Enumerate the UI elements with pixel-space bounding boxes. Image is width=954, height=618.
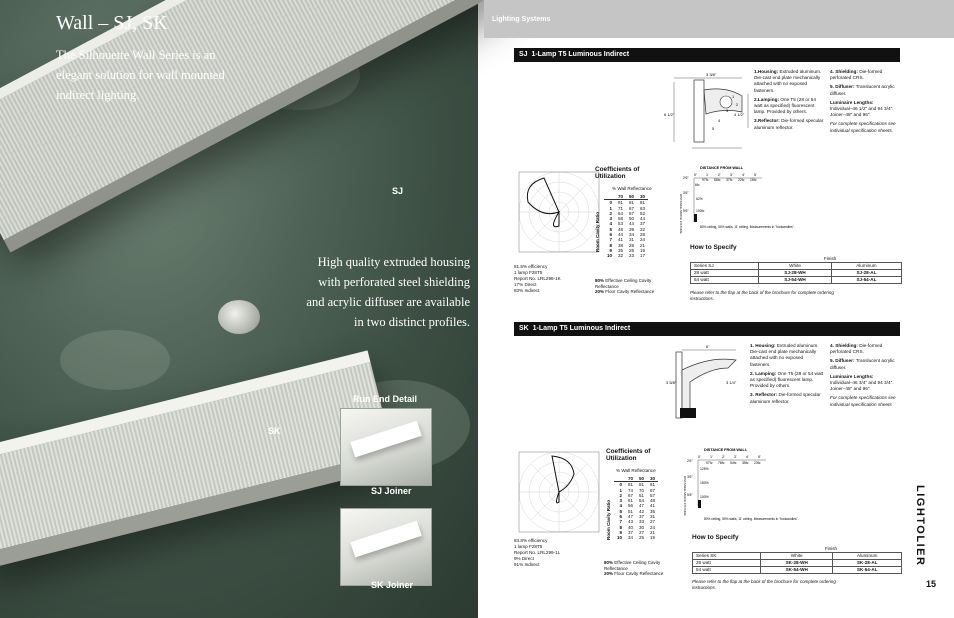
photometry-line: 17% Direct — [514, 282, 537, 287]
distance-title: DISTANCE FROM WALL — [704, 448, 748, 452]
cu-value: 71 — [618, 205, 624, 211]
cu-value: 21 — [640, 242, 646, 248]
sj-joiner-detail-image — [340, 408, 432, 486]
sj-lengths: Luminaire Lengths: Individual–46 1/2" and 94 3/4". Joiner–48" and 96". — [830, 99, 894, 118]
cu-value: 74 — [628, 487, 634, 493]
cu-value: 57 — [650, 492, 656, 498]
sk-spec-item: 5. Diffuser: Translucent acrylic diffuser. — [830, 358, 895, 370]
sj-how-to-specify: How to Specify — [690, 244, 737, 251]
cu-value: 37 — [640, 221, 646, 227]
callout-5: 5 — [712, 126, 715, 131]
cu-value: 30 — [639, 524, 645, 530]
callout-4: 4 — [718, 118, 721, 123]
photometry-line: Report No. LRL298-1K — [514, 276, 561, 281]
rcr-value: 2 — [609, 210, 613, 216]
distance-value: 22fc — [738, 178, 745, 182]
cu-value: 27 — [639, 529, 645, 535]
distance-inner-value: 62% — [696, 197, 703, 201]
distance-ylabel: DISTANCE ABOVE FIXTURE — [679, 194, 683, 234]
reflectance-note: 80% Effective Ceiling Cavity Reflectance — [604, 560, 661, 571]
table-header-row: 70 50 30 — [604, 194, 648, 200]
distance-tick: 2' — [718, 173, 721, 177]
cu-value: 53 — [618, 221, 624, 227]
rcr-value: 0 — [609, 200, 613, 206]
cu-value: 33 — [639, 519, 645, 525]
distance-value: 35fc — [742, 461, 749, 465]
sk-section-code: SK — [519, 325, 529, 332]
distance-row: 3'6" — [687, 475, 693, 479]
photometry-line: 91% Indirect — [514, 562, 540, 567]
sk-distance-chart — [682, 446, 799, 530]
cu-value: 58 — [618, 216, 624, 222]
cu-value: 47 — [639, 503, 645, 509]
rcr-value: 10 — [617, 535, 623, 541]
cu-value: 27 — [650, 519, 656, 525]
reflectance-note: 80% Effective Ceiling Cavity Reflectance — [595, 278, 652, 289]
distance-row: 2'6" — [687, 459, 693, 463]
distance-value: 66fc — [714, 178, 721, 182]
sk-reflectance-notes — [604, 560, 668, 577]
distance-value: 78fc — [718, 461, 725, 465]
rcr-value: 7 — [619, 519, 623, 525]
cu-value: 34 — [628, 535, 634, 541]
sj-section-title-text: 1-Lamp T5 Luminous Indirect — [531, 51, 630, 58]
cu-value: 64 — [618, 210, 624, 216]
cu-value: 25 — [639, 535, 645, 541]
sj-distance-chart — [678, 164, 795, 244]
photometry-line: 83% Indirect — [514, 288, 540, 293]
sj-ordering-table — [690, 256, 902, 284]
sj-label: SJ — [392, 186, 404, 196]
cu-value: 25 — [629, 247, 635, 253]
cu-value: 35 — [618, 247, 624, 253]
callout-3: 3 — [726, 108, 729, 113]
cu-value: 28 — [640, 232, 646, 238]
cu-value: 44 — [640, 216, 646, 222]
photometry-line: Report No. LRL299-1L — [514, 550, 561, 555]
sk-ordering-note: Please refer to the flap at the back of the brochure for complete ordering instructions. — [692, 579, 836, 590]
sj-dim-side: 6 1/2" — [664, 112, 675, 117]
cu-value: 19 — [650, 535, 656, 541]
intro-text: The Silhouette Wall Series is an elegant solution for wall mounted indirect lighting. — [56, 48, 225, 102]
cu-value: 67 — [629, 205, 635, 211]
distance-value: 54fc — [730, 461, 737, 465]
sj-section-title — [514, 48, 900, 62]
sk-fixture-photo — [0, 350, 397, 568]
sk-specs-col2 — [830, 343, 902, 411]
cu-value: 34 — [629, 232, 635, 238]
cu-value: 44 — [629, 221, 635, 227]
cu-value: 54 — [639, 498, 645, 504]
table-row: 28 watt SJ-28-WH SJ-28-AL — [691, 270, 902, 277]
table-row — [604, 253, 648, 258]
sj-dim-top: 3 3/8" — [706, 72, 717, 77]
sj-spec-item: 3.Reflector: Die-formed specular aluminum reflector. — [754, 118, 824, 130]
cu-value: 61 — [639, 492, 645, 498]
sj-end-cap — [218, 300, 260, 334]
distance-tick: 3' — [734, 455, 737, 459]
cu-value: 48 — [650, 498, 656, 504]
cu-value: 35 — [650, 508, 656, 514]
reflectance-note: 20% Floor Cavity Reflectance — [595, 289, 655, 295]
photometry-line: 1 lamp F28T5 — [514, 544, 543, 549]
cu-value: 23 — [629, 253, 635, 259]
cu-value: 48 — [618, 226, 624, 232]
sk-wall-reflectance-label: % Wall Reflectance — [616, 468, 656, 473]
cu-value: 44 — [618, 232, 624, 238]
cu-value: 81 — [650, 482, 656, 488]
sk-spec-item: 4. Shielding: Die-formed perforated CRS. — [830, 343, 883, 355]
sk-label: SK — [268, 426, 281, 436]
cu-value: 28 — [629, 242, 635, 248]
sk-spec-item: 2. Lamping: One T5 (28 or 54 watt as specified) fluorescent lamp. Provided by others. — [750, 370, 824, 389]
distance-inner-value: 100fc — [696, 209, 705, 213]
sk-section-title-text: 1-Lamp T5 Luminous Indirect — [532, 325, 631, 332]
sk-section-title — [514, 322, 900, 336]
rcr-value: 5 — [609, 226, 613, 232]
cu-value: 70 — [639, 487, 645, 493]
distance-row: 3'6" — [683, 191, 689, 195]
sk-profile-drawing — [666, 342, 750, 424]
distance-tick: 5' — [754, 173, 757, 177]
sj-dim-depth: 4 1/2" — [734, 112, 745, 117]
cu-value: 24 — [650, 524, 656, 530]
cu-value: 56 — [628, 503, 634, 509]
sk-spec-item: 3. Reflector: Die-formed specular aluminum reflector. — [750, 392, 821, 404]
sj-spec-item: 4. Shielding: Die-formed perforated CRS. — [830, 69, 883, 81]
table-row: Series SJ White Aluminum — [691, 263, 902, 270]
sk-complete-note: For complete specifications see individual specification sheets — [830, 395, 896, 407]
cu-value: 21 — [650, 529, 656, 535]
sj-spec-item: 1.Housing: Extruded aluminum. Die-cast end plate mechanically attached with no exposed fasteners. — [754, 69, 822, 93]
sj-cu-table — [604, 194, 648, 259]
cu-value: 32 — [618, 253, 624, 259]
distance-row: 2'6" — [683, 176, 689, 180]
photometry-line: 81.5% efficiency — [514, 264, 548, 269]
cu-value: 38 — [618, 242, 624, 248]
rcr-value: 1 — [619, 487, 623, 493]
sj-photometry-notes — [514, 264, 594, 294]
cu-value: 81 — [629, 200, 635, 206]
cu-value: 42 — [639, 508, 645, 514]
distance-note: 80% ceiling, 50% walls, 11' ceiling. Measurements in "footcandles". — [700, 225, 795, 229]
table-row: Series SK White Aluminum — [693, 553, 902, 560]
cu-value: 24 — [640, 237, 646, 243]
sj-specs-col1 — [754, 69, 824, 134]
sj-wall-reflectance-label: % Wall Reflectance — [612, 186, 652, 191]
brand-logo: LIGHTOLIER — [914, 485, 926, 567]
header-section-name: Lighting Systems — [492, 16, 551, 23]
section-header-bar — [484, 0, 954, 38]
sk-polar-photometric-chart — [514, 448, 604, 536]
distance-tick: 5' — [758, 455, 761, 459]
sk-cu-table — [614, 476, 658, 541]
cu-value: 57 — [629, 210, 635, 216]
rcr-value: 8 — [609, 242, 613, 248]
cu-value: 51 — [628, 508, 634, 514]
sj-rcr-label: Room Cavity Ratio — [595, 211, 600, 252]
rcr-value: 8 — [619, 524, 623, 530]
cu-value: 37 — [639, 514, 645, 520]
cu-value: 41 — [618, 237, 624, 243]
cu-value: 61 — [628, 498, 634, 504]
table-row: 28 watt SK-28-WH SK-28-AL — [693, 560, 902, 567]
sj-polar-photometric-chart — [514, 166, 604, 258]
sk-dim-top: 6" — [706, 344, 710, 349]
sk-how-to-specify: How to Specify — [692, 534, 739, 541]
sj-ordering-note: Please refer to the flap at the back of the brochure for complete ordering instructions. — [690, 290, 834, 301]
distance-tick: 4' — [746, 455, 749, 459]
page-title: Wall – SJ, SK — [56, 12, 168, 34]
sk-dim-side: 3 5/8" — [666, 380, 677, 385]
sk-cu-title: Coefficients of Utilization — [606, 448, 651, 462]
distance-ylabel: DISTANCE ABOVE FIXTURE — [683, 476, 687, 516]
sj-cu-title: Coefficients of Utilization — [595, 166, 640, 180]
background-texture — [60, 330, 170, 390]
rcr-value: 1 — [609, 205, 613, 211]
callout-2: 2 — [736, 102, 739, 107]
distance-note: 80% ceiling, 50% walls, 11' ceiling. Measurements in "footcandles". — [704, 517, 799, 521]
table-header-row: 70 50 30 — [614, 476, 658, 482]
cu-value: 81 — [639, 482, 645, 488]
cu-value: 47 — [628, 514, 634, 520]
sk-spec-item: 1. Housing: Extruded aluminum. Die-cast end plate mechanically attached with no exposed fasteners. — [750, 343, 819, 367]
cu-value: 40 — [628, 524, 634, 530]
spec-page — [478, 0, 954, 618]
table-row — [614, 535, 658, 540]
sk-rcr-label: Room Cavity Ratio — [606, 499, 611, 540]
cu-value: 37 — [628, 529, 634, 535]
sj-spec-item: 2.Lamping: One T5 (28 or 54 watt as specified) fluorescent lamp. Provided by others. — [754, 96, 816, 115]
cu-value: 32 — [640, 226, 646, 232]
sj-specs-col2 — [830, 69, 902, 137]
sj-complete-note: For complete specifications see individual specification sheets. — [830, 121, 896, 133]
rcr-value: 9 — [619, 529, 623, 535]
photometry-line: 9% Direct — [514, 556, 534, 561]
distance-inner-value: 100% — [700, 495, 709, 499]
cu-value: 67 — [628, 492, 634, 498]
distance-value: 6fc — [695, 183, 700, 187]
cu-value: 39 — [629, 226, 635, 232]
rcr-value: 4 — [609, 221, 613, 227]
finish-label: Finish — [759, 256, 902, 263]
rcr-value: 2 — [619, 492, 623, 498]
distance-value: 16fc — [750, 178, 757, 182]
rcr-value: 6 — [619, 514, 623, 520]
photometry-line: 1 lamp F28T5 — [514, 270, 543, 275]
cu-value: 17 — [640, 253, 646, 259]
table-row: 54 watt SJ-54-WH SJ-54-AL — [691, 277, 902, 284]
sk-specs-col1 — [750, 343, 824, 408]
cu-value: 81 — [628, 482, 634, 488]
rcr-value: 0 — [619, 482, 623, 488]
distance-inner-value: 150% — [700, 481, 709, 485]
distance-tick: 0' — [698, 455, 701, 459]
distance-inner-value: 125% — [700, 467, 709, 471]
description-text: High quality extruded housing with perforated steel shielding and acrylic diffuser are available in two distinct profiles. — [306, 255, 470, 329]
rcr-value: 6 — [609, 232, 613, 238]
distance-tick: 4' — [742, 173, 745, 177]
cu-value: 31 — [650, 514, 656, 520]
rcr-value: 7 — [609, 237, 613, 243]
cu-value: 63 — [640, 205, 646, 211]
sj-spec-item: 5. Diffuser: Translucent acrylic diffuser. — [830, 84, 895, 96]
distance-title: DISTANCE FROM WALL — [700, 166, 744, 170]
sj-reflectance-notes — [595, 278, 659, 295]
photometry-line: 83.8% efficiency — [514, 538, 548, 543]
cu-value: 67 — [650, 487, 656, 493]
sj-section-code: SJ — [519, 51, 528, 58]
table-row: 54 watt SK-54-WH SK-54-AL — [693, 567, 902, 574]
cu-value: 41 — [650, 503, 656, 509]
sk-photometry-notes — [514, 538, 594, 568]
rcr-value: 5 — [619, 508, 623, 514]
sk-joiner-detail-image — [340, 508, 432, 586]
cu-value: 50 — [629, 216, 635, 222]
sj-fixture-photo — [0, 0, 505, 252]
cu-value: 19 — [640, 247, 646, 253]
reflectance-note: 20% Floor Cavity Reflectance — [604, 571, 664, 577]
sk-joiner-caption: SK Joiner — [371, 580, 414, 590]
cu-value: 52 — [640, 210, 646, 216]
distance-tick: 1' — [706, 173, 709, 177]
cu-value: 43 — [628, 519, 634, 525]
distance-row: 5'6" — [687, 493, 693, 497]
rcr-value: 3 — [619, 498, 623, 504]
distance-row: 5'6" — [683, 209, 689, 213]
cu-value: 81 — [640, 200, 646, 206]
rcr-value: 4 — [619, 503, 623, 509]
distance-value: 97fc — [702, 178, 709, 182]
distance-value: 97fc — [706, 461, 713, 465]
rcr-value: 10 — [607, 253, 613, 259]
distance-value: 37fc — [726, 178, 733, 182]
rcr-value: 3 — [609, 216, 613, 222]
finish-label: Finish — [760, 546, 901, 553]
cu-value: 81 — [618, 200, 624, 206]
run-end-detail-caption: Run End Detail — [353, 394, 418, 404]
sk-lengths: Luminaire Lengths: Individual–46 3/4" and 94 3/4". Joiner–48" and 96". — [830, 373, 894, 392]
sk-ordering-table — [692, 546, 902, 574]
sj-joiner-caption: SJ Joiner — [371, 486, 412, 496]
distance-tick: 1' — [710, 455, 713, 459]
distance-tick: 2' — [722, 455, 725, 459]
distance-value: 23fc — [754, 461, 761, 465]
sk-dim-depth: 3 1/4" — [726, 380, 737, 385]
callout-1: 1 — [732, 94, 735, 99]
cu-value: 31 — [629, 237, 635, 243]
rcr-value: 9 — [609, 247, 613, 253]
page-number: 15 — [926, 579, 937, 589]
distance-tick: 0' — [694, 173, 697, 177]
sj-profile-drawing — [664, 68, 754, 150]
distance-tick: 3' — [730, 173, 733, 177]
